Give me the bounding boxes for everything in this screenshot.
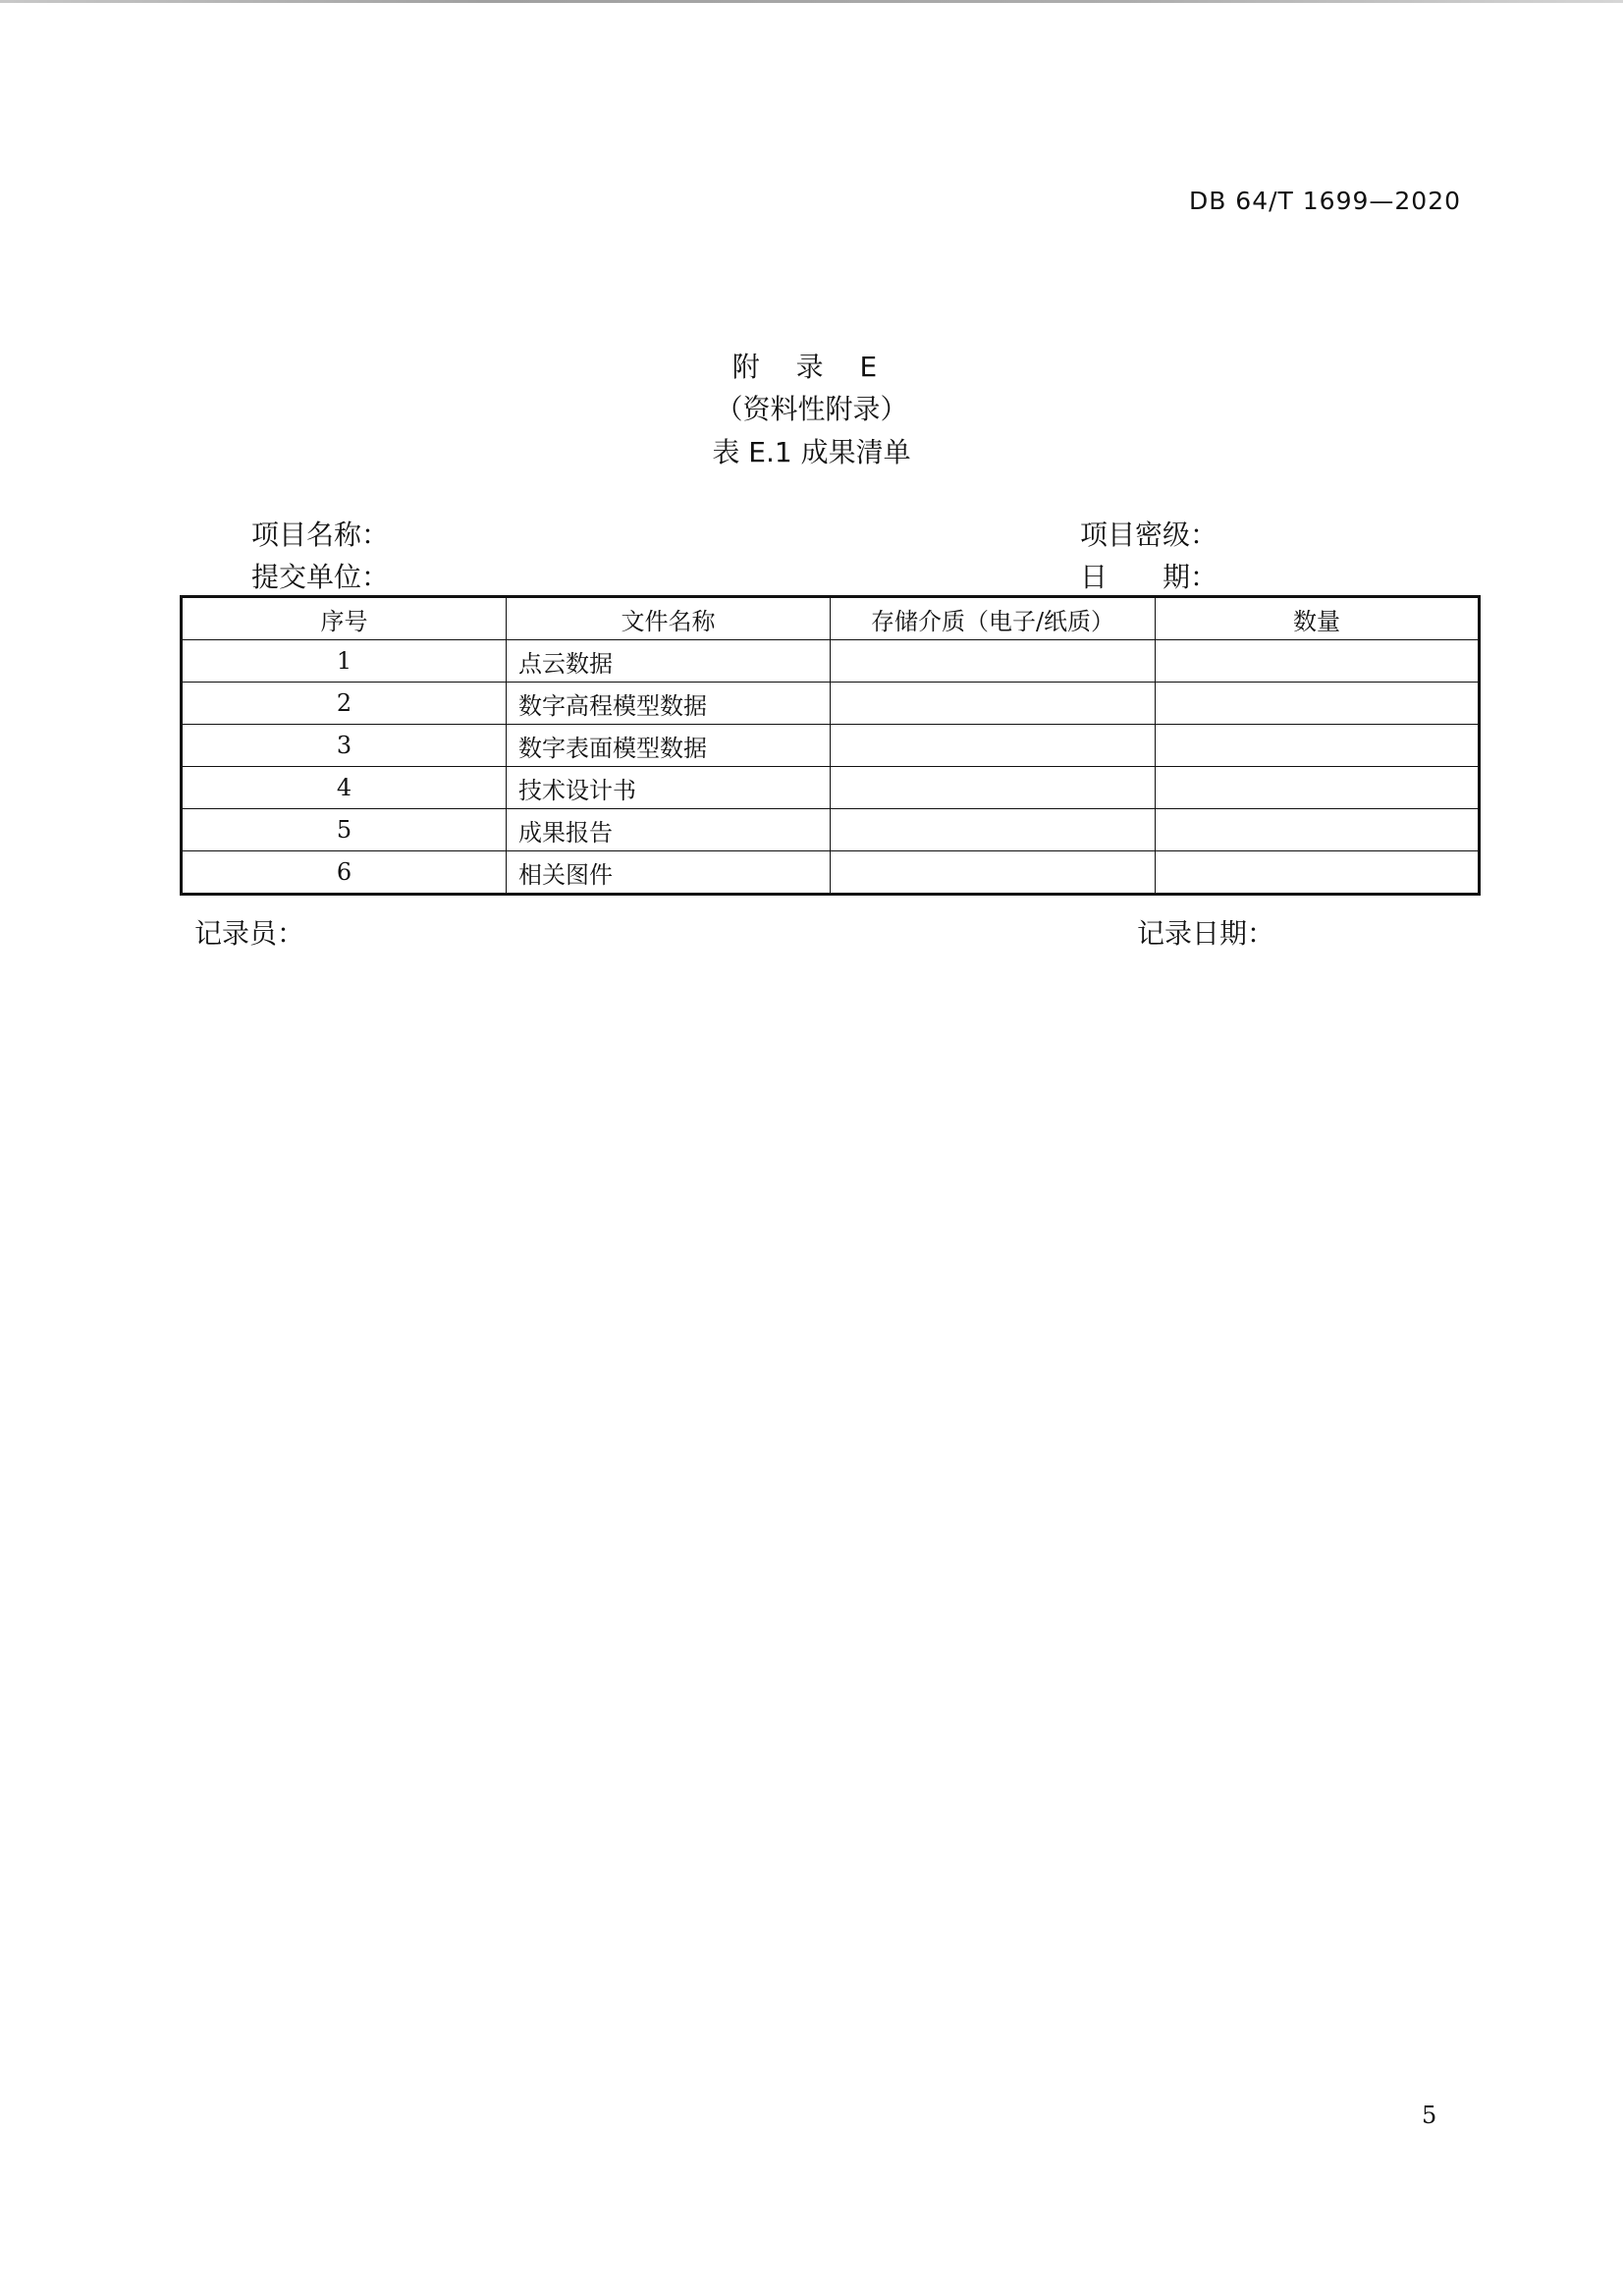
table-row xyxy=(182,851,1480,895)
row-quantity xyxy=(1156,640,1480,683)
table-title: 表 E.1 成果清单 xyxy=(712,436,911,468)
header-index: 序号 xyxy=(182,597,507,640)
row-file-name: 数字表面模型数据 xyxy=(507,725,831,767)
page-top-edge xyxy=(0,0,1623,3)
row-index: 4 xyxy=(182,767,507,809)
table-row xyxy=(182,809,1480,851)
row-file-name: 成果报告 xyxy=(507,809,831,851)
row-quantity xyxy=(1156,683,1480,725)
results-table xyxy=(180,595,1481,896)
row-storage-medium xyxy=(831,640,1156,683)
row-file-name: 数字高程模型数据 xyxy=(507,683,831,725)
project-secret-label: 项目密级： xyxy=(1080,519,1218,551)
table-header-row xyxy=(182,597,1480,640)
row-index: 1 xyxy=(182,640,507,683)
row-storage-medium xyxy=(831,809,1156,851)
row-index: 6 xyxy=(182,851,507,895)
date-label xyxy=(1080,556,1217,595)
date-label-second: 期： xyxy=(1163,561,1218,593)
row-quantity xyxy=(1156,809,1480,851)
row-quantity xyxy=(1156,767,1480,809)
header-file-name: 文件名称 xyxy=(507,597,831,640)
row-storage-medium xyxy=(831,683,1156,725)
row-quantity xyxy=(1156,851,1480,895)
table-row xyxy=(182,640,1480,683)
row-quantity xyxy=(1156,725,1480,767)
page-number: 5 xyxy=(1422,2102,1437,2129)
table-row xyxy=(182,683,1480,725)
header-storage-medium: 存储介质（电子/纸质） xyxy=(831,597,1156,640)
table-row xyxy=(182,767,1480,809)
appendix-type: （资料性附录） xyxy=(715,393,908,425)
document-code: DB 64/T 1699—2020 xyxy=(1188,187,1461,215)
row-file-name: 技术设计书 xyxy=(507,767,831,809)
row-file-name: 相关图件 xyxy=(507,851,831,895)
date-label-first: 日 xyxy=(1080,561,1109,593)
appendix-title: 附 录 E xyxy=(731,351,892,383)
record-date-label: 记录日期： xyxy=(1137,917,1275,950)
row-index: 3 xyxy=(182,725,507,767)
row-index: 5 xyxy=(182,809,507,851)
header-quantity: 数量 xyxy=(1156,597,1480,640)
project-name-label: 项目名称： xyxy=(251,519,390,551)
row-file-name: 点云数据 xyxy=(507,640,831,683)
row-storage-medium xyxy=(831,851,1156,895)
row-storage-medium xyxy=(831,767,1156,809)
recorder-label: 记录员： xyxy=(194,917,305,950)
table-row xyxy=(182,725,1480,767)
row-storage-medium xyxy=(831,725,1156,767)
row-index: 2 xyxy=(182,683,507,725)
submit-unit-label: 提交单位： xyxy=(251,561,390,593)
